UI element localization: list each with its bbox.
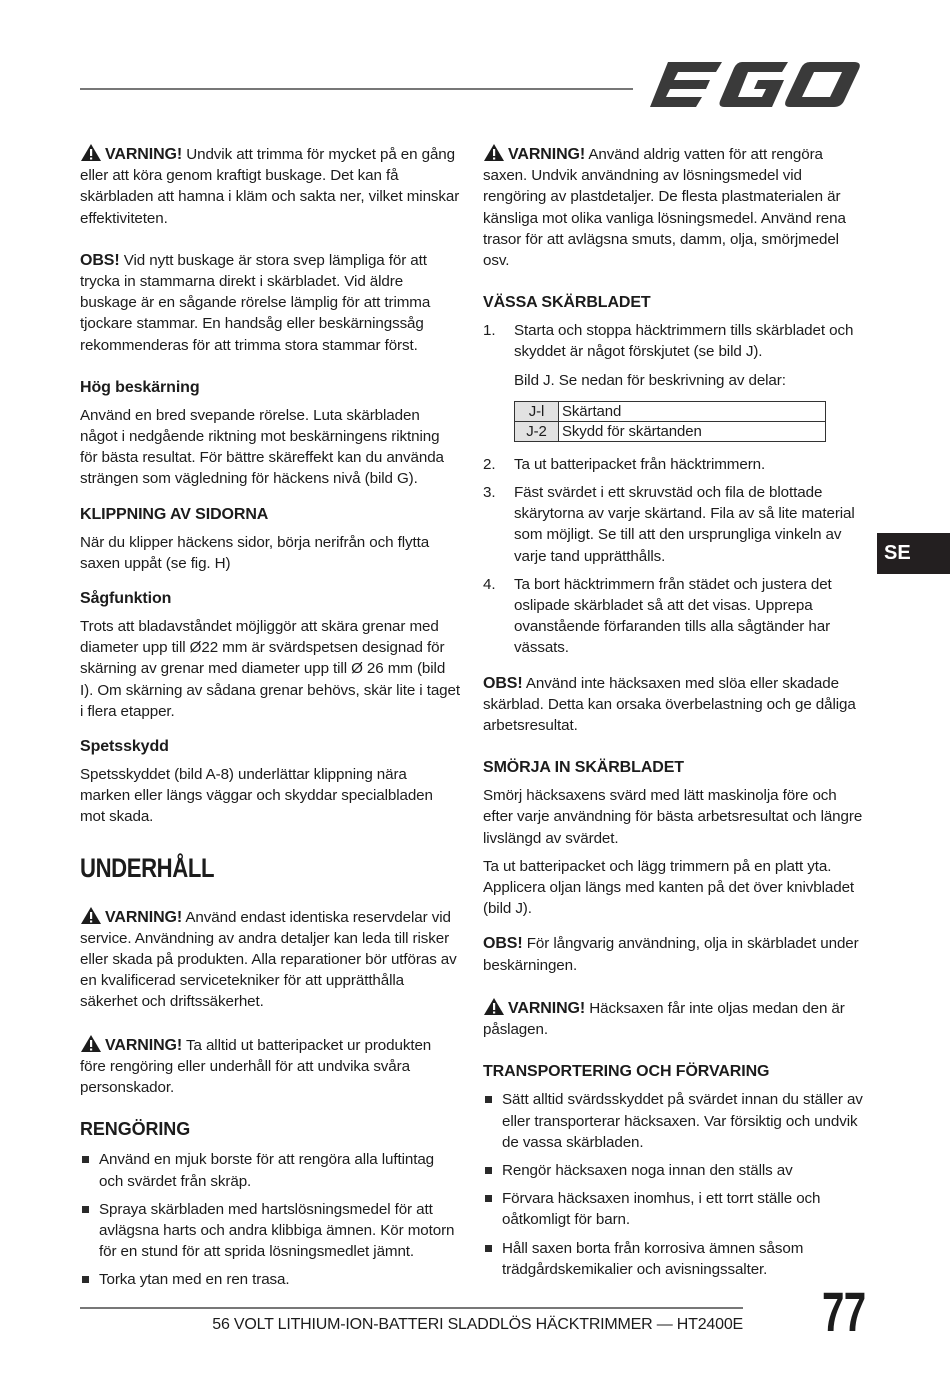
heading-sagfunktion: Sågfunktion [80,590,172,608]
klippning-text: När du klipper häckens sidor, börja nerifrån och flytta saxen uppåt (se fig. H) [80,533,430,572]
hog-beskarning-text: Använd en bred svepande rörelse. Luta skärbladen något i nedgående riktning mot beskärningens riktning för bästa resultat. För bättre skäreffekt kan du använda strängen som vägledning för häckens nivå (bild G). [80,406,444,488]
list-item: Sätt alltid svärdsskyddet på svärdet innan du ställer av eller transporterar häcksaxen. Var försiktig och undvik de vassa skärbladen. [483,1089,863,1153]
warning-label: VARNING! [105,1036,183,1054]
parts-table [514,401,826,442]
warning-triangle-icon [80,906,102,925]
heading-rengoring: RENGÖRING [80,1119,191,1140]
warning-oljas-paragraph [483,997,863,1040]
footer-rule [80,1307,743,1309]
step-item: 1. Starta och stoppa häcktrimmern tills skärbladet och skyddet är något förskjutet (se bild J). [483,322,854,361]
vassa-steps-cont [483,454,863,659]
language-tab: SE [877,533,950,574]
bild-j-caption: Bild J. Se nedan för beskrivning av delar: [514,371,786,389]
left-column [80,143,460,1298]
warning-vatten-paragraph [483,143,863,271]
warning-text: Häcksaxen får inte oljas medan den är påslagen. [483,999,845,1039]
right-column [483,143,863,1287]
warning-label: VARNING! [508,146,586,163]
list-item: Rengör häcksaxen noga innan den ställs av [483,1160,863,1181]
step-item: 3. Fäst svärdet i ett skruvstäd och fila de blottade skärytorna av varje skärtand. Fila av så lite material som möjligt. Se till att den ursprungliga vinkeln av varje tand upprätthålls. [483,484,855,565]
bullet-icon [485,1245,492,1252]
heading-hog-beskarning: Hög beskärning [80,378,200,396]
heading-spetsskydd: Spetsskydd [80,738,169,756]
ego-logo [650,62,862,112]
smorja-text-2: Ta ut batteripacket och lägg trimmern på en platt yta. Applicera oljan längs med kanten på det över knivbladet (bild J). [483,857,855,918]
bullet-icon [82,1206,89,1213]
bullet-icon [485,1096,492,1103]
part-code: J-l [515,401,559,421]
warning-triangle-icon [80,1034,102,1053]
obs-langvarig-paragraph [483,933,863,975]
vassa-steps [483,320,863,362]
sagfunktion-text: Trots att bladavståndet möjliggör att skära grenar med diameter upp till Ø22 mm är svärdspetsen designad för skärning av grenar med diameter upp till Ø 26 mm (bild I). Om skärning av sådana grenar behövs, skär lite i taget i flera etapper. [80,618,460,720]
heading-vassa-skarbladet: VÄSSA SKÄRBLADET [483,294,651,312]
transport-list [483,1089,863,1280]
bullet-icon [82,1276,89,1283]
warning-triangle-icon [80,143,102,162]
obs-label: OBS! [80,251,120,269]
obs-text: Använd inte häcksaxen med slöa eller skadade skärblad. Detta kan orsaka överbelastning och ge dåliga arbetsresultat. [483,674,856,735]
table-row [515,421,826,441]
list-item: Torka ytan med en ren trasa. [80,1269,460,1290]
list-item: Spraya skärbladen med hartslösningsmedel för att avlägsna harts och andra klibbiga ämnen. Kör motorn för en stund för att sprida lösningsmedlet jämnt. [80,1199,460,1263]
obs-buskage-paragraph [80,250,460,356]
obs-text: Vid nytt buskage är stora svep lämpliga för att trycka in stammarna direkt i skärbladet. Vid äldre buskage är en sågande rörelse lämplig för att trimma tjockare stammar. En handsåg eller beskärningssåg rekommenderas för att trimma stora stammar först. [80,251,431,354]
list-item: Använd en mjuk borste för att rengöra alla luftintag och svärdet från skräp. [80,1149,460,1191]
rengoring-list [80,1149,460,1290]
heading-transportering: TRANSPORTERING OCH FÖRVARING [483,1063,770,1081]
step-item: 4. Ta bort häcktrimmern från städet och justera det oslipade skärbladet så att det visas. Upprepa ovanstående förfaranden tills alla sågtänder har vässats. [483,575,832,657]
warning-batteri-paragraph [80,1034,460,1099]
header-rule [80,88,633,90]
list-item: Håll saxen borta från korrosiva ämnen såsom trädgårdskemikalier och avisningssalter. [483,1238,863,1280]
page-number: 77 [822,1280,866,1343]
part-code: J-2 [515,421,559,441]
part-desc: Skydd för skärtanden [559,421,826,441]
warning-reservdelar-paragraph [80,906,460,1013]
step-item: 2. Ta ut batteripacket från häcktrimmern. [483,455,766,473]
spetsskydd-text: Spetsskyddet (bild A-8) underlättar klippning nära marken eller längs väggar och skyddar specialbladen mot skada. [80,766,433,826]
heading-smorja-in-skarbladet: SMÖRJA IN SKÄRBLADET [483,759,684,777]
warning-triangle-icon [483,997,505,1016]
warning-text: Använd endast identiska reservdelar vid service. Användning av andra detaljer kan leda till risker eller skada på produkten. Alla reparationer bör utföras av en kvalificerad servicetekniker för att upprätthålla säkerhet och driftssäkerhet. [80,908,457,1011]
warning-text: Undvik att trimma för mycket på en gång eller att köra genom kraftigt buskage. Det kan få skärbladen att hamna i kläm och sakta ner, vilket minskar effektiviteten. [80,146,460,227]
bullet-icon [82,1156,89,1163]
warning-label: VARNING! [508,999,586,1017]
warning-text: Ta alltid ut batteripacket ur produkten före rengöring eller underhåll för att undvika svåra personskador. [80,1036,432,1097]
part-desc: Skärtand [559,401,826,421]
warning-label: VARNING! [105,146,183,163]
obs-sloa-paragraph [483,673,863,737]
obs-label: OBS! [483,674,523,692]
footer-title: 56 VOLT LITHIUM-ION-BATTERI SLADDLÖS HÄCKTRIMMER — HT2400E [212,1316,743,1333]
obs-text: För långvarig användning, olja in skärbladet under beskärningen. [483,935,859,974]
warning-triangle-icon [483,143,505,162]
obs-label: OBS! [483,935,523,953]
bullet-icon [485,1167,492,1174]
table-row [515,401,826,421]
smorja-text-1: Smörj häcksaxens svärd med lätt maskinolja före och efter varje användning för bästa arbetsresultat och längre livslängd av svärdet. [483,787,863,847]
bullet-icon [485,1195,492,1202]
list-item: Förvara häcksaxen inomhus, i ett torrt ställe och oåtkomligt för barn. [483,1188,863,1230]
warning-label: VARNING! [105,908,183,926]
warning-text: Använd aldrig vatten för att rengöra saxen. Undvik användning av lösningsmedel vid rengöring av plastdetaljer. De flesta plastmaterialen är känsliga mot olika vanliga lösningsmedel. Använd rena trasor för att avlägsna smuts, damm, olja, smörjmedel osv. [483,146,846,270]
warning-trim-paragraph [80,143,460,229]
heading-underhall: UNDERHÅLL [80,852,215,883]
heading-klippning-av-sidorna: KLIPPNING AV SIDORNA [80,505,269,523]
